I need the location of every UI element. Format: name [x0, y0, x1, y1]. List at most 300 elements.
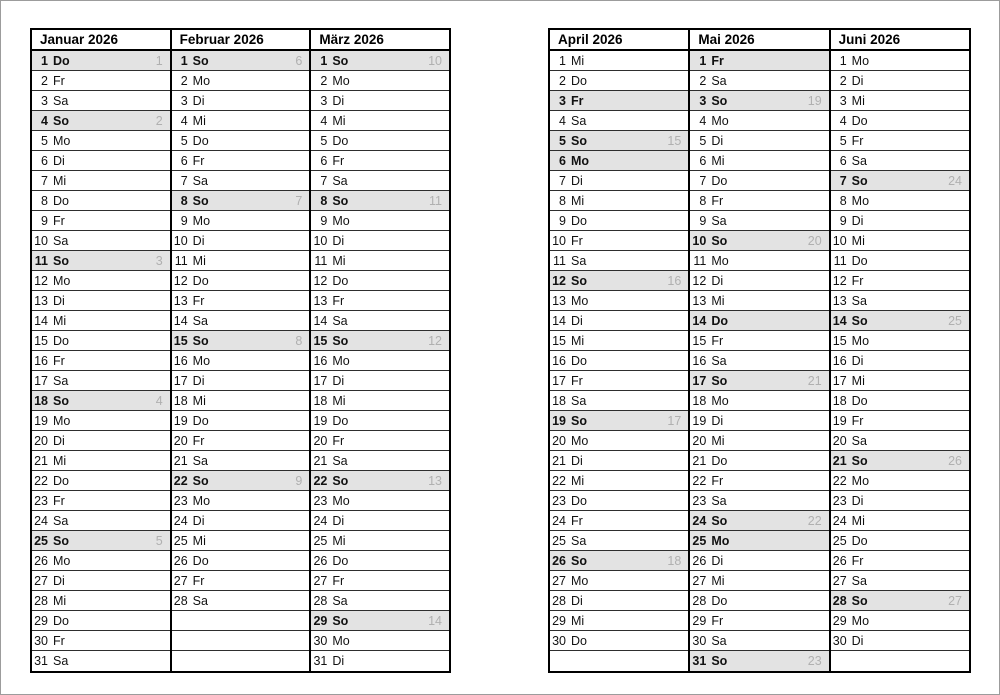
day-cell: [831, 111, 969, 131]
calendar-left-block: [30, 28, 451, 673]
day-cell: [172, 91, 310, 111]
weekday-label: Fr: [192, 153, 205, 168]
day-cell: [172, 191, 310, 211]
day-number: 23: [692, 493, 707, 508]
day-cell: [311, 491, 449, 511]
day-cell: [690, 411, 828, 431]
day-number: 14: [34, 313, 48, 328]
day-number: 12: [552, 273, 566, 288]
day-number: 2: [839, 73, 847, 88]
day-cell: [311, 191, 449, 211]
weekday-label: Sa: [192, 453, 208, 468]
weekday-label: Di: [53, 293, 65, 308]
day-number: 27: [34, 573, 48, 588]
day-number: 27: [173, 573, 188, 588]
day-cell: [311, 251, 449, 271]
weekday-label: Di: [192, 233, 205, 248]
day-number: 2: [559, 73, 566, 88]
day-number: 5: [41, 133, 48, 148]
day-cell: [32, 411, 170, 431]
day-cell: [831, 311, 969, 331]
day-cell: [550, 531, 688, 551]
day-number: 3: [699, 93, 707, 108]
weekday-label: Di: [711, 553, 724, 568]
month-column: [32, 30, 170, 671]
day-cell: [550, 471, 688, 491]
day-cell: [831, 531, 969, 551]
weekday-label: Di: [192, 93, 205, 108]
weekday-label: Mi: [332, 253, 346, 268]
day-cell: [690, 491, 828, 511]
day-number: 2: [41, 73, 48, 88]
day-cell: [311, 111, 449, 131]
weekday-label: Di: [851, 633, 864, 648]
day-number: 4: [839, 113, 847, 128]
weekday-label: Di: [192, 373, 205, 388]
day-number: 10: [313, 233, 328, 248]
day-number: 5: [699, 133, 707, 148]
day-cell: [32, 111, 170, 131]
day-cell: [550, 51, 688, 71]
weekday-label: Mi: [332, 393, 346, 408]
day-cell: [690, 51, 828, 71]
weekday-label: Mo: [192, 353, 211, 368]
day-number: 15: [173, 333, 188, 348]
day-cell: [831, 591, 969, 611]
day-number: 28: [173, 593, 188, 608]
weekday-label: Mi: [53, 173, 67, 188]
day-number: 11: [833, 253, 847, 268]
day-number: 18: [832, 393, 847, 408]
weekday-label: Di: [53, 433, 65, 448]
day-number: 7: [839, 173, 847, 188]
weekday-label: Do: [851, 393, 868, 408]
weekday-label: So: [851, 313, 868, 328]
day-cell: [311, 171, 449, 191]
day-cell: [172, 291, 310, 311]
weekday-label: Sa: [851, 573, 867, 588]
day-number: 15: [34, 333, 48, 348]
day-cell: [690, 431, 828, 451]
day-cell: [32, 131, 170, 151]
weekday-label: Fr: [332, 293, 345, 308]
day-number: 10: [552, 233, 566, 248]
weekday-label: Fr: [711, 473, 724, 488]
weekday-label: So: [53, 253, 69, 268]
day-number: 11: [693, 253, 707, 268]
day-number: 20: [692, 433, 707, 448]
week-number: 18: [667, 553, 682, 568]
day-cell: [831, 171, 969, 191]
day-number: 22: [552, 473, 566, 488]
week-number: 27: [948, 593, 962, 608]
day-cell: [550, 251, 688, 271]
weekday-label: Fr: [571, 513, 583, 528]
day-number: 19: [552, 413, 566, 428]
day-number: 21: [173, 453, 188, 468]
day-cell: [550, 171, 688, 191]
day-number: 26: [692, 553, 707, 568]
day-number: 27: [552, 573, 566, 588]
day-number: 19: [34, 413, 48, 428]
day-number: 19: [692, 413, 707, 428]
weekday-label: Do: [571, 73, 587, 88]
day-number: 3: [320, 93, 328, 108]
day-number: 5: [559, 133, 566, 148]
day-cell: [32, 491, 170, 511]
weekday-label: Mi: [571, 613, 585, 628]
day-cell: [32, 531, 170, 551]
day-number: 13: [313, 293, 328, 308]
day-cell: [831, 131, 969, 151]
day-cell: [172, 271, 310, 291]
day-number: 17: [173, 373, 188, 388]
day-cell: [550, 591, 688, 611]
day-number: 26: [832, 553, 847, 568]
weekday-label: So: [332, 613, 349, 628]
day-number: 3: [180, 93, 188, 108]
day-number: 10: [832, 233, 847, 248]
day-cell: [32, 331, 170, 351]
day-cell: [311, 431, 449, 451]
month-title: März 2026: [311, 30, 449, 51]
day-number: 30: [313, 633, 328, 648]
day-cell: [690, 311, 828, 331]
day-cell: [831, 71, 969, 91]
weekday-label: Fr: [53, 633, 65, 648]
day-number: 19: [173, 413, 188, 428]
week-number: 21: [807, 373, 822, 388]
day-cell: [550, 631, 688, 651]
day-cell: [550, 451, 688, 471]
day-number: 1: [559, 53, 566, 68]
day-cell: [690, 591, 828, 611]
weekday-label: Fr: [711, 193, 724, 208]
day-number: 5: [839, 133, 847, 148]
weekday-label: Do: [192, 413, 209, 428]
weekday-label: Sa: [332, 173, 348, 188]
weekday-label: Di: [851, 73, 864, 88]
month-title: April 2026: [550, 30, 688, 51]
weekday-label: Sa: [711, 493, 727, 508]
day-number: 17: [692, 373, 707, 388]
weekday-label: Mi: [851, 233, 865, 248]
day-cell: [550, 111, 688, 131]
day-cell: [32, 231, 170, 251]
day-cell: [690, 451, 828, 471]
day-number: 17: [34, 373, 48, 388]
day-cell: [690, 291, 828, 311]
day-cell: [172, 591, 310, 611]
weekday-label: Mo: [53, 553, 71, 568]
day-cell: [550, 511, 688, 531]
day-cell: [831, 471, 969, 491]
day-number: 22: [832, 473, 847, 488]
day-cell: [690, 231, 828, 251]
week-number: 12: [428, 333, 443, 348]
day-cell: [690, 251, 828, 271]
day-cell: [172, 571, 310, 591]
day-cell: [32, 551, 170, 571]
day-number: 23: [173, 493, 188, 508]
day-cell: [550, 491, 688, 511]
day-cell: [831, 631, 969, 651]
day-cell: [831, 391, 969, 411]
weekday-label: Di: [332, 373, 345, 388]
weekday-label: Fr: [332, 153, 345, 168]
weekday-label: Do: [711, 313, 728, 328]
day-number: 7: [320, 173, 328, 188]
weekday-label: Mi: [851, 93, 865, 108]
day-number: 24: [692, 513, 707, 528]
day-number: 26: [173, 553, 188, 568]
day-number: 15: [313, 333, 328, 348]
day-cell: [831, 551, 969, 571]
weekday-label: Mi: [571, 473, 585, 488]
day-cell: [550, 371, 688, 391]
weekday-label: Mi: [332, 113, 346, 128]
weekday-label: Sa: [851, 293, 867, 308]
weekday-label: Do: [851, 533, 868, 548]
weekday-label: Mo: [192, 213, 211, 228]
weekday-label: So: [711, 373, 728, 388]
day-cell: [831, 251, 969, 271]
day-cell: [172, 331, 310, 351]
day-number: 31: [313, 654, 328, 668]
day-number: 25: [692, 533, 707, 548]
day-number: 16: [832, 353, 847, 368]
day-number: 7: [559, 173, 566, 188]
day-number: 6: [180, 153, 188, 168]
day-cell: [550, 411, 688, 431]
day-cell: [550, 271, 688, 291]
weekday-label: Do: [53, 473, 69, 488]
day-cell: [690, 271, 828, 291]
day-cell: [32, 651, 170, 671]
day-cell: [831, 451, 969, 471]
weekday-label: Do: [53, 613, 69, 628]
day-number: 19: [832, 413, 847, 428]
day-cell: [690, 331, 828, 351]
day-cell: [690, 111, 828, 131]
day-cell: [690, 611, 828, 631]
day-cell: [172, 111, 310, 131]
week-number: 8: [295, 333, 303, 348]
weekday-label: Mo: [851, 53, 870, 68]
day-cell: [550, 91, 688, 111]
day-cell: [32, 311, 170, 331]
day-number: 13: [552, 293, 566, 308]
day-number: 24: [173, 513, 188, 528]
day-cell: [831, 331, 969, 351]
weekday-label: Do: [192, 273, 209, 288]
day-number: 22: [692, 473, 707, 488]
day-cell: [831, 211, 969, 231]
day-cell: [172, 371, 310, 391]
weekday-label: Fr: [851, 553, 864, 568]
day-number: 21: [832, 453, 847, 468]
day-cell: [32, 91, 170, 111]
day-cell: [831, 411, 969, 431]
empty-day-cell: [831, 651, 969, 671]
day-cell: [32, 591, 170, 611]
weekday-label: Fr: [571, 93, 584, 108]
weekday-label: Do: [192, 553, 209, 568]
day-cell: [311, 511, 449, 531]
day-cell: [32, 271, 170, 291]
weekday-label: So: [711, 513, 728, 528]
month-column: [688, 30, 828, 671]
weekday-label: Mo: [571, 433, 589, 448]
day-number: 11: [34, 253, 48, 268]
day-number: 27: [832, 573, 847, 588]
day-cell: [311, 231, 449, 251]
day-cell: [690, 631, 828, 651]
day-number: 23: [832, 493, 847, 508]
day-cell: [831, 291, 969, 311]
day-number: 9: [559, 213, 566, 228]
day-cell: [172, 51, 310, 71]
day-cell: [831, 231, 969, 251]
day-number: 16: [34, 353, 48, 368]
day-cell: [311, 351, 449, 371]
weekday-label: Sa: [192, 313, 208, 328]
weekday-label: Di: [571, 453, 583, 468]
day-number: 12: [832, 273, 847, 288]
day-cell: [32, 191, 170, 211]
weekday-label: Fr: [711, 333, 724, 348]
empty-day-cell: [172, 631, 310, 651]
day-cell: [32, 451, 170, 471]
weekday-label: Mi: [851, 513, 865, 528]
day-cell: [311, 391, 449, 411]
day-number: 21: [552, 453, 566, 468]
week-number: 26: [948, 453, 962, 468]
day-cell: [32, 51, 170, 71]
day-number: 26: [34, 553, 48, 568]
day-cell: [172, 211, 310, 231]
week-number: 22: [807, 513, 822, 528]
day-number: 6: [839, 153, 847, 168]
day-number: 30: [552, 633, 566, 648]
weekday-label: So: [332, 333, 349, 348]
day-number: 25: [552, 533, 566, 548]
weekday-label: So: [332, 53, 349, 68]
day-number: 9: [41, 213, 48, 228]
weekday-label: Do: [192, 133, 209, 148]
day-number: 14: [832, 313, 847, 328]
day-cell: [550, 131, 688, 151]
weekday-label: Do: [571, 213, 587, 228]
weekday-label: So: [192, 53, 209, 68]
weekday-label: Sa: [332, 453, 348, 468]
day-cell: [311, 591, 449, 611]
day-cell: [172, 71, 310, 91]
weekday-label: Sa: [851, 153, 867, 168]
day-number: 9: [839, 213, 847, 228]
day-cell: [311, 331, 449, 351]
day-cell: [311, 411, 449, 431]
day-cell: [311, 611, 449, 631]
weekday-label: Mo: [53, 133, 71, 148]
day-number: 20: [832, 433, 847, 448]
weekday-label: Fr: [851, 273, 864, 288]
day-cell: [550, 291, 688, 311]
day-cell: [32, 471, 170, 491]
weekday-label: Mo: [711, 533, 730, 548]
week-number: 13: [428, 473, 443, 488]
weekday-label: Mi: [53, 593, 67, 608]
day-number: 30: [832, 633, 847, 648]
day-number: 21: [313, 453, 328, 468]
weekday-label: Mi: [53, 313, 67, 328]
weekday-label: Sa: [332, 593, 348, 608]
weekday-label: Fr: [192, 433, 205, 448]
day-number: 8: [41, 193, 48, 208]
weekday-label: Sa: [851, 433, 867, 448]
day-number: 29: [552, 613, 566, 628]
day-number: 1: [699, 53, 707, 68]
weekday-label: Do: [851, 253, 868, 268]
weekday-label: Do: [53, 53, 70, 68]
weekday-label: So: [851, 173, 868, 188]
day-cell: [550, 611, 688, 631]
day-cell: [690, 211, 828, 231]
day-number: 23: [552, 493, 566, 508]
calendar-right-block: [548, 28, 971, 673]
day-number: 6: [559, 153, 566, 168]
day-number: 4: [559, 113, 566, 128]
day-number: 7: [41, 173, 48, 188]
weekday-label: Mo: [571, 573, 589, 588]
day-number: 14: [552, 313, 566, 328]
weekday-label: Mo: [192, 73, 211, 88]
weekday-label: Mo: [192, 493, 211, 508]
month-column: [170, 30, 310, 671]
day-cell: [550, 311, 688, 331]
day-cell: [311, 291, 449, 311]
day-number: 17: [552, 373, 566, 388]
day-cell: [550, 191, 688, 211]
day-cell: [311, 271, 449, 291]
day-number: 8: [180, 193, 188, 208]
day-number: 5: [180, 133, 188, 148]
weekday-label: Mo: [851, 193, 870, 208]
day-number: 8: [320, 193, 328, 208]
month-column: [829, 30, 969, 671]
day-cell: [172, 491, 310, 511]
day-number: 9: [320, 213, 328, 228]
day-cell: [32, 571, 170, 591]
day-number: 12: [34, 273, 48, 288]
day-number: 16: [313, 353, 328, 368]
day-cell: [311, 531, 449, 551]
day-cell: [550, 351, 688, 371]
day-cell: [311, 91, 449, 111]
weekday-label: Di: [711, 273, 724, 288]
weekday-label: Mi: [192, 533, 206, 548]
day-number: 9: [180, 213, 188, 228]
weekday-label: So: [332, 193, 349, 208]
day-number: 23: [313, 493, 328, 508]
day-cell: [690, 551, 828, 571]
day-cell: [690, 171, 828, 191]
day-number: 24: [34, 513, 48, 528]
weekday-label: Mo: [332, 213, 350, 228]
day-number: 2: [699, 73, 707, 88]
day-number: 14: [692, 313, 707, 328]
week-number: 14: [428, 613, 443, 628]
